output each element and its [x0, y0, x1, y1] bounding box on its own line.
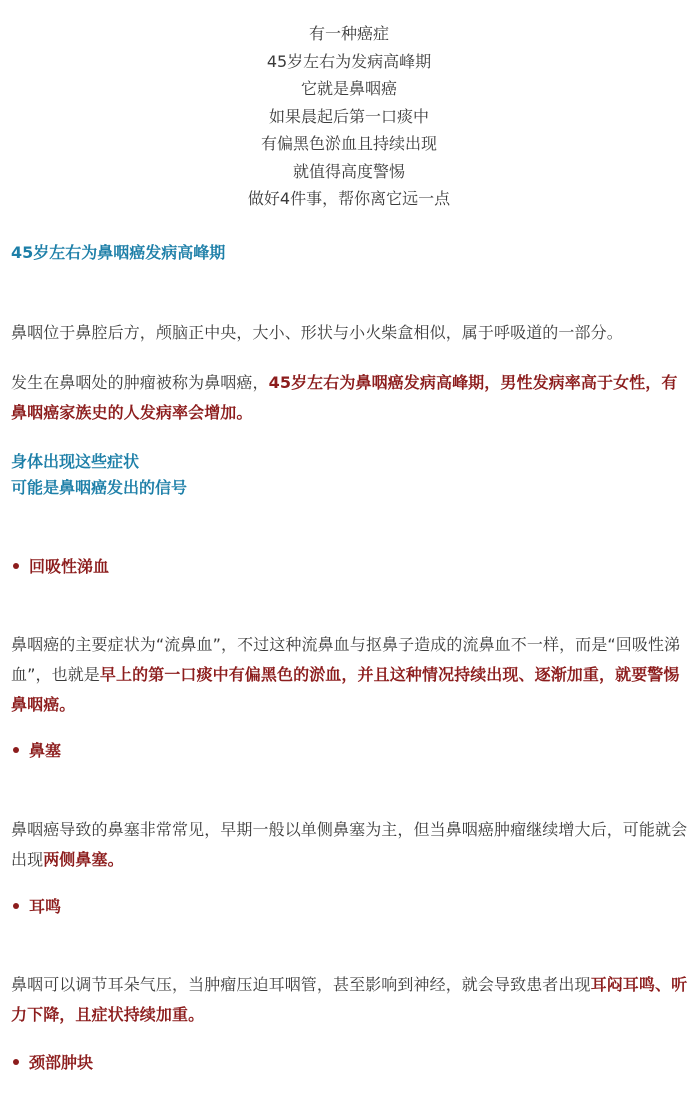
symptom-title-text: 颈部肿块	[29, 1053, 94, 1072]
symptom-title-text: 回吸性涕血	[29, 557, 110, 576]
intro-line: 就值得高度警惕	[292, 161, 405, 181]
paragraph-symptom-nasal-congestion	[11, 815, 689, 875]
intro-line: 有偏黑色淤血且持续出现	[260, 134, 437, 153]
intro-block	[0, 20, 698, 213]
intro-line: 有一种癌症	[308, 24, 389, 43]
bullet-dot-icon	[13, 1059, 19, 1065]
intro-line: 做好4件事，帮你离它远一点	[247, 189, 451, 208]
paragraph-nasopharynx-location: 鼻咽位于鼻腔后方，颅脑正中央，大小、形状与小火柴盒相似，属于呼吸道的一部分。	[11, 323, 623, 342]
symptom-title-tinnitus	[11, 894, 61, 920]
highlight-text: 耳闷耳鸣、听力下降，且症状持续加重。	[11, 975, 688, 1024]
symptom-title-text: 鼻塞	[29, 741, 62, 760]
intro-line: 45岁左右为发病高峰期	[266, 51, 432, 71]
section-heading-peak-age: 45岁左右为鼻咽癌发病高峰期	[11, 243, 226, 262]
paragraph-text: 鼻咽癌的主要症状为“流鼻血”，不过这种流鼻血与抠鼻子造成的流鼻血不一样，而是“回吸性涕血”，也就是	[11, 635, 681, 684]
paragraph-symptom-tinnitus	[11, 970, 689, 1030]
paragraph-text: 鼻咽癌导致的鼻塞非常常见，早期一般以单侧鼻塞为主，但当鼻咽癌肿瘤继续增大后，可能就会出现	[11, 820, 688, 869]
highlight-text: 两侧鼻塞。	[43, 850, 124, 869]
paragraph-text: 发生在鼻咽处的肿瘤被称为鼻咽癌，	[11, 373, 269, 392]
heading-line: 身体出现这些症状	[11, 452, 140, 471]
bullet-dot-icon	[13, 563, 19, 569]
symptom-title-neck-lump	[11, 1050, 93, 1076]
paragraph-symptom-bloody-mucus	[11, 630, 689, 720]
bullet-dot-icon	[13, 903, 19, 909]
symptom-title-nasal-congestion	[11, 738, 61, 764]
section-heading-symptoms	[11, 449, 187, 501]
paragraph-text: 鼻咽可以调节耳朵气压，当肿瘤压迫耳咽管，甚至影响到神经，就会导致患者出现	[11, 975, 591, 994]
paragraph-definition	[11, 368, 689, 428]
symptom-title-bloody-mucus	[11, 554, 109, 580]
symptom-title-text: 耳鸣	[29, 897, 62, 916]
highlight-text: 45岁左右为鼻咽癌发病高峰期，男性发病率高于女性，有鼻咽癌家族史的人发病率会增加。	[11, 373, 678, 422]
bullet-dot-icon	[13, 747, 19, 753]
highlight-text: 早上的第一口痰中有偏黑色的淤血，并且这种情况持续出现、逐渐加重，就要警惕鼻咽癌。	[11, 665, 680, 714]
intro-line: 如果晨起后第一口痰中	[268, 106, 429, 126]
heading-line: 可能是鼻咽癌发出的信号	[11, 478, 188, 497]
intro-line: 它就是鼻咽癌	[300, 79, 397, 98]
